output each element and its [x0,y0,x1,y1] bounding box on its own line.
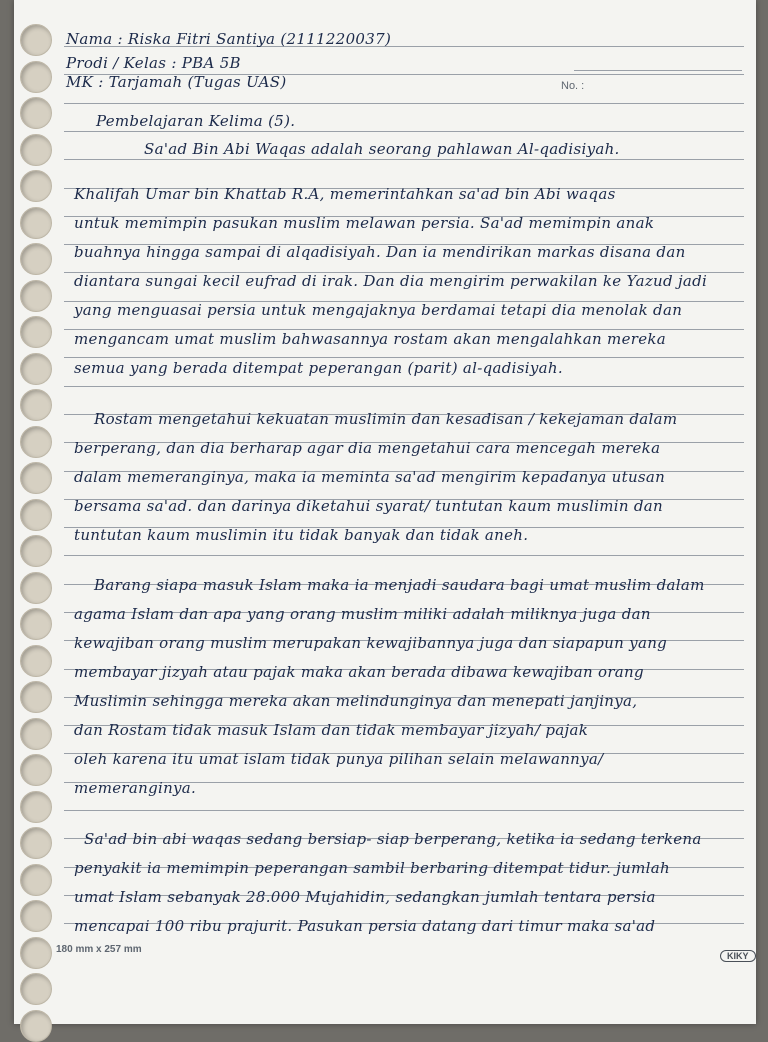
handwritten-line: untuk memimpin pasukan muslim melawan persia. Sa'ad memimpin anak [74,214,655,232]
binder-hole [20,572,52,604]
handwritten-line: kewajiban orang muslim merupakan kewajibannya juga dan siapapun yang [74,634,668,652]
binder-hole [20,316,52,348]
page-number-line [574,70,742,71]
ruled-line [64,386,744,387]
binder-hole [20,900,52,932]
binder-hole [20,61,52,93]
ruled-line [64,159,744,160]
handwritten-line: penyakit ia memimpin peperangan sambil berbaring ditempat tidur. jumlah [74,859,670,877]
binder-hole [20,389,52,421]
handwritten-line: bersama sa'ad. dan darinya diketahui syarat/ tuntutan kaum muslimin dan [74,497,663,515]
handwritten-line: berperang, dan dia berharap agar dia mengetahui cara mencegah mereka [74,439,661,457]
binder-hole [20,499,52,531]
handwritten-line: dalam memeranginya, maka ia meminta sa'ad mengirim kepadanya utusan [74,468,666,486]
handwritten-line: Rostam mengetahui kekuatan muslimin dan kesadisan / kekejaman dalam [94,410,678,428]
binder-hole [20,608,52,640]
brand-logo: KIKY [720,950,756,962]
handwritten-line: semua yang berada ditempat peperangan (parit) al-qadisiyah. [74,359,563,377]
binder-hole [20,791,52,823]
binder-hole [20,754,52,786]
binder-hole [20,134,52,166]
binder-hole [20,973,52,1005]
header-name: Nama : Riska Fitri Santiya (2111220037) [66,30,392,48]
page-number-label: No. : [561,80,585,92]
handwritten-line: Sa'ad Bin Abi Waqas adalah seorang pahlawan Al-qadisiyah. [144,140,620,158]
handwritten-line: Khalifah Umar bin Khattab R.A, memerintahkan sa'ad bin Abi waqas [74,185,616,203]
binder-hole [20,645,52,677]
ruled-line [64,555,744,556]
section-title: Pembelajaran Kelima (5). [96,112,296,130]
handwritten-line: yang menguasai persia untuk mengajaknya berdamai tetapi dia menolak dan [74,301,683,319]
handwritten-line: dan Rostam tidak masuk Islam dan tidak membayar jizyah/ pajak [74,721,589,739]
handwritten-line: tuntutan kaum muslimin itu tidak banyak dan tidak aneh. [74,526,529,544]
binder-hole [20,937,52,969]
handwritten-line: memeranginya. [74,779,197,797]
handwritten-line: Sa'ad bin abi waqas sedang bersiap- siap berperang, ketika ia sedang terkena [84,830,702,848]
handwritten-line: Muslimin sehingga mereka akan melindunginya dan menepati janjinya, [74,692,638,710]
binder-hole [20,426,52,458]
header-class: Prodi / Kelas : PBA 5B [66,54,241,72]
ruled-line [64,357,744,358]
handwritten-line: oleh karena itu umat islam tidak punya pilihan selain melawannya/ [74,750,604,768]
handwritten-line: agama Islam dan apa yang orang muslim miliki adalah miliknya juga dan [74,605,651,623]
binder-hole [20,462,52,494]
handwritten-line: mencapai 100 ribu prajurit. Pasukan persia datang dari timur maka sa'ad [74,917,656,935]
ruled-line [64,103,744,104]
binder-hole [20,280,52,312]
handwritten-line: membayar jizyah atau pajak maka akan berada dibawa kewajiban orang [74,663,644,681]
binder-hole [20,243,52,275]
ruled-line [64,131,744,132]
ruled-line [64,810,744,811]
binder-hole [20,24,52,56]
binder-hole [20,170,52,202]
handwritten-line: diantara sungai kecil eufrad di irak. Dan dia mengirim perwakilan ke Yazud jadi [74,272,708,290]
binder-hole [20,535,52,567]
binder-hole [20,207,52,239]
binder-hole [20,97,52,129]
handwritten-line: buahnya hingga sampai di alqadisiyah. Dan ia mendirikan markas disana dan [74,243,686,261]
binder-hole [20,827,52,859]
binder-hole [20,681,52,713]
header-course: MK : Tarjamah (Tugas UAS) [66,73,287,91]
binder-hole [20,864,52,896]
handwritten-line: umat Islam sebanyak 28.000 Mujahidin, sedangkan jumlah tentara persia [74,888,656,906]
handwritten-line: mengancam umat muslim bahwasannya rostam akan mengalahkan mereka [74,330,667,348]
handwritten-line: Barang siapa masuk Islam maka ia menjadi saudara bagi umat muslim dalam [94,576,705,594]
binder-hole [20,1010,52,1042]
paper-size-label: 180 mm x 257 mm [56,944,142,955]
binder-hole [20,718,52,750]
binder-holes [20,0,60,1024]
binder-hole [20,353,52,385]
notebook-page [14,0,756,1024]
